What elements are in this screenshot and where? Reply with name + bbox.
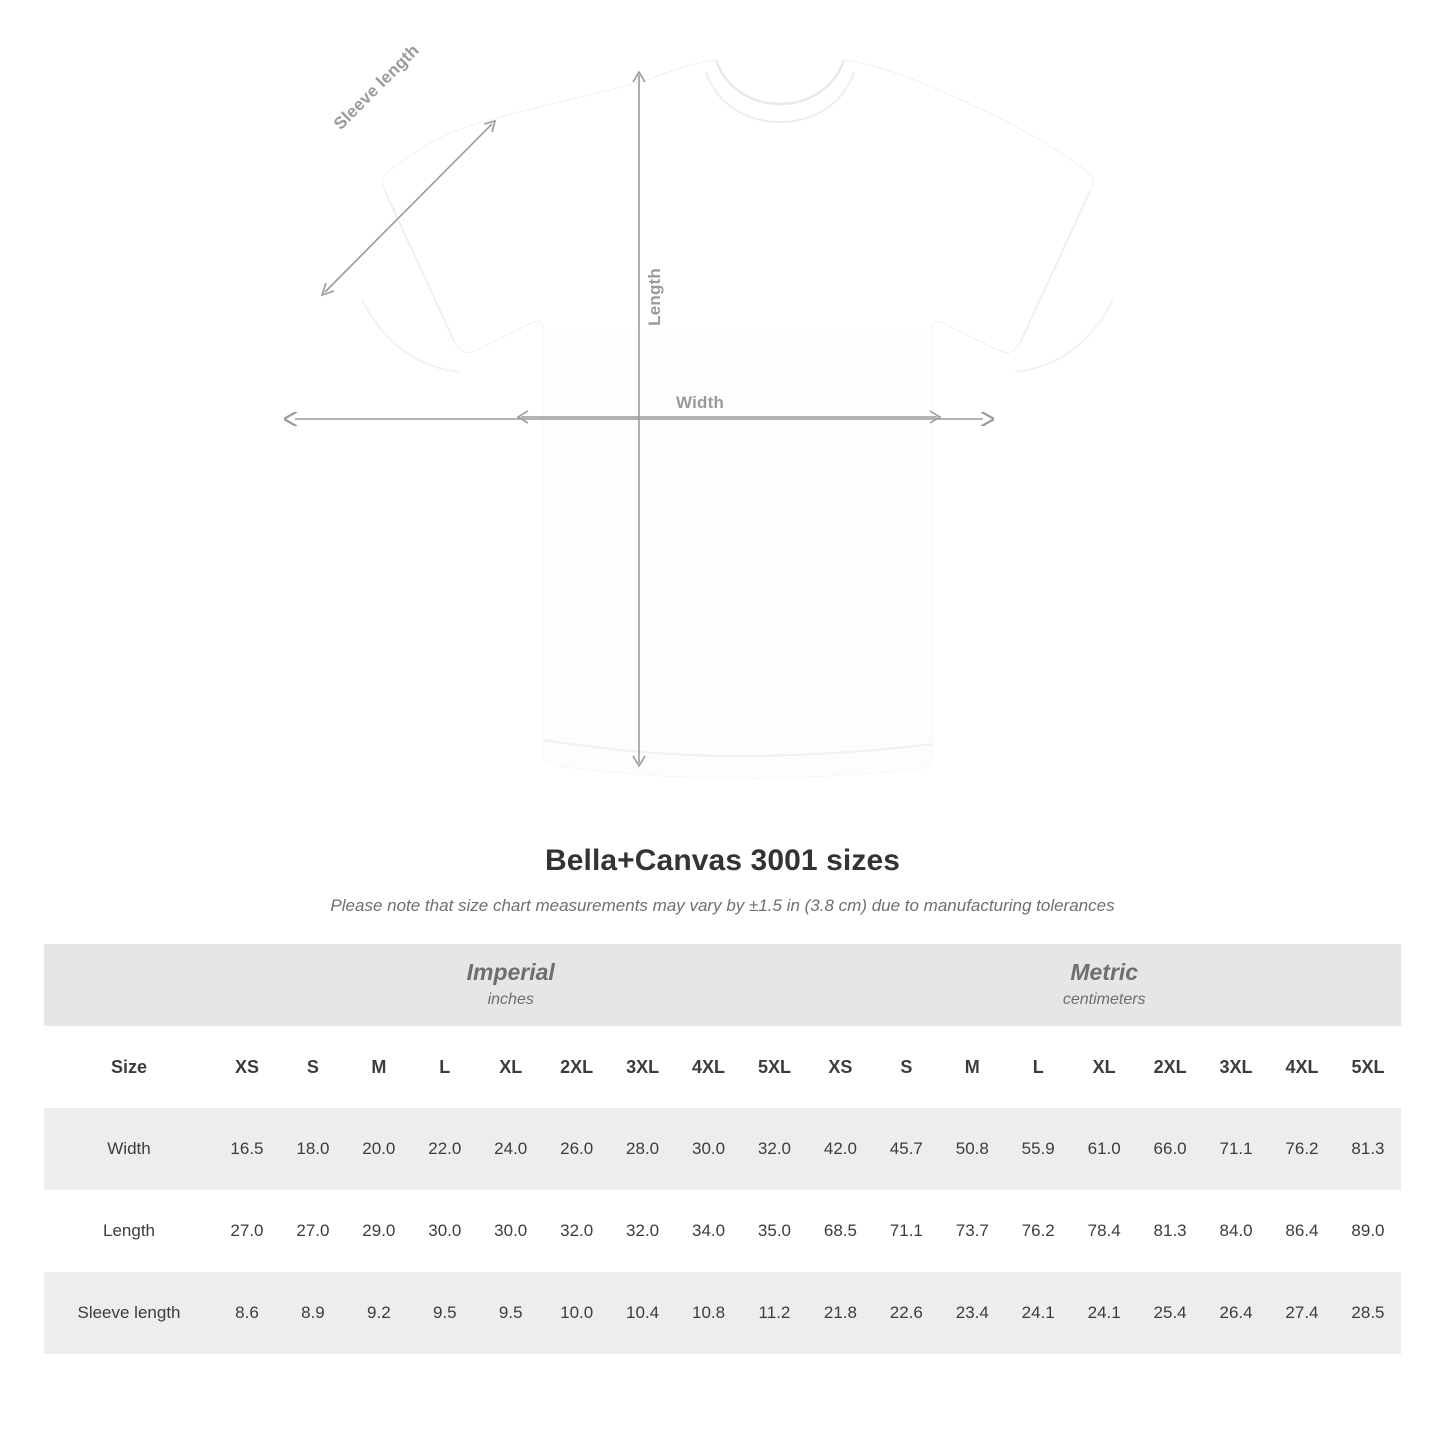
measurement-cell: 8.9 bbox=[280, 1272, 346, 1354]
measurement-cell: 30.0 bbox=[676, 1108, 742, 1190]
measurement-cell: 26.0 bbox=[544, 1108, 610, 1190]
measurement-cell: 86.4 bbox=[1269, 1190, 1335, 1272]
measurement-cell: 9.2 bbox=[346, 1272, 412, 1354]
measurement-cell: 68.5 bbox=[807, 1190, 873, 1272]
size-column-header: 4XL bbox=[1269, 1026, 1335, 1108]
size-column-header: XL bbox=[1071, 1026, 1137, 1108]
measurement-cell: 32.0 bbox=[544, 1190, 610, 1272]
measurement-row-label: Length bbox=[44, 1190, 214, 1272]
measurement-cell: 10.4 bbox=[610, 1272, 676, 1354]
measurement-cell: 84.0 bbox=[1203, 1190, 1269, 1272]
measurement-cell: 9.5 bbox=[412, 1272, 478, 1354]
measurement-cell: 27.4 bbox=[1269, 1272, 1335, 1354]
size-column-header: XL bbox=[478, 1026, 544, 1108]
measurement-cell: 81.3 bbox=[1335, 1108, 1401, 1190]
imperial-title: Imperial bbox=[466, 958, 555, 985]
measurement-cell: 42.0 bbox=[807, 1108, 873, 1190]
measurement-cell: 45.7 bbox=[873, 1108, 939, 1190]
size-column-header: 3XL bbox=[610, 1026, 676, 1108]
measurement-cell: 27.0 bbox=[280, 1190, 346, 1272]
table-row bbox=[44, 1272, 1401, 1354]
size-chart-table-wrap bbox=[44, 944, 1401, 1354]
width-label: Width bbox=[676, 393, 725, 412]
size-column-header: L bbox=[412, 1026, 478, 1108]
imperial-group-header bbox=[214, 944, 807, 1026]
measurement-cell: 34.0 bbox=[676, 1190, 742, 1272]
measurement-cell: 78.4 bbox=[1071, 1190, 1137, 1272]
metric-group-header bbox=[807, 944, 1401, 1026]
size-column-header: XS bbox=[214, 1026, 280, 1108]
measurement-cell: 27.0 bbox=[214, 1190, 280, 1272]
size-chart-table bbox=[44, 944, 1401, 1354]
size-column-header: L bbox=[1005, 1026, 1071, 1108]
measurement-cell: 22.6 bbox=[873, 1272, 939, 1354]
measurement-cell: 25.4 bbox=[1137, 1272, 1203, 1354]
measurement-cell: 30.0 bbox=[478, 1190, 544, 1272]
measurement-cell: 29.0 bbox=[346, 1190, 412, 1272]
measurement-cell: 24.1 bbox=[1071, 1272, 1137, 1354]
size-column-header: 2XL bbox=[1137, 1026, 1203, 1108]
size-column-header: 2XL bbox=[544, 1026, 610, 1108]
unit-header-spacer bbox=[44, 944, 214, 1026]
sleeve-length-label: Sleeve length bbox=[330, 40, 423, 134]
size-column-header: 3XL bbox=[1203, 1026, 1269, 1108]
measurement-cell: 89.0 bbox=[1335, 1190, 1401, 1272]
imperial-subtitle: inches bbox=[487, 990, 534, 1008]
metric-title: Metric bbox=[1070, 958, 1139, 985]
measurement-cell: 18.0 bbox=[280, 1108, 346, 1190]
measurement-row-label: Width bbox=[44, 1108, 214, 1190]
measurement-cell: 71.1 bbox=[1203, 1108, 1269, 1190]
measurement-cell: 32.0 bbox=[742, 1108, 808, 1190]
measurement-cell: 50.8 bbox=[939, 1108, 1005, 1190]
measurement-row-label: Sleeve length bbox=[44, 1272, 214, 1354]
size-column-header: M bbox=[346, 1026, 412, 1108]
measurement-cell: 32.0 bbox=[610, 1190, 676, 1272]
measurement-cell: 71.1 bbox=[873, 1190, 939, 1272]
table-row bbox=[44, 1108, 1401, 1190]
measurement-cell: 9.5 bbox=[478, 1272, 544, 1354]
measurement-cell: 8.6 bbox=[214, 1272, 280, 1354]
size-column-header: XS bbox=[807, 1026, 873, 1108]
measurement-cell: 26.4 bbox=[1203, 1272, 1269, 1354]
measurement-cell: 76.2 bbox=[1005, 1190, 1071, 1272]
tolerance-note: Please note that size chart measurements may vary by ±1.5 in (3.8 cm) due to manufacturing tolerances bbox=[330, 896, 1115, 915]
measurement-cell: 30.0 bbox=[412, 1190, 478, 1272]
measurement-cell: 81.3 bbox=[1137, 1190, 1203, 1272]
measurement-cell: 28.0 bbox=[610, 1108, 676, 1190]
measurement-cell: 10.0 bbox=[544, 1272, 610, 1354]
unit-header-row bbox=[44, 944, 1401, 1026]
length-label: Length bbox=[645, 268, 664, 326]
size-column-header: M bbox=[939, 1026, 1005, 1108]
size-row-label: Size bbox=[44, 1026, 214, 1108]
measurement-cell: 61.0 bbox=[1071, 1108, 1137, 1190]
page-title: Bella+Canvas 3001 sizes bbox=[544, 844, 901, 877]
metric-subtitle: centimeters bbox=[1062, 990, 1146, 1008]
measurement-cell: 22.0 bbox=[412, 1108, 478, 1190]
table-row bbox=[44, 1190, 1401, 1272]
measurement-cell: 11.2 bbox=[742, 1272, 808, 1354]
measurement-cell: 35.0 bbox=[742, 1190, 808, 1272]
measurement-cell: 28.5 bbox=[1335, 1272, 1401, 1354]
size-column-header: S bbox=[873, 1026, 939, 1108]
size-column-header: S bbox=[280, 1026, 346, 1108]
measurement-cell: 10.8 bbox=[676, 1272, 742, 1354]
size-column-header: 4XL bbox=[676, 1026, 742, 1108]
measurement-cell: 55.9 bbox=[1005, 1108, 1071, 1190]
measurement-cell: 24.0 bbox=[478, 1108, 544, 1190]
measurement-cell: 73.7 bbox=[939, 1190, 1005, 1272]
measurement-cell: 24.1 bbox=[1005, 1272, 1071, 1354]
measurement-cell: 16.5 bbox=[214, 1108, 280, 1190]
measurement-cell: 23.4 bbox=[939, 1272, 1005, 1354]
chart-headings bbox=[0, 844, 1445, 916]
measurement-cell: 20.0 bbox=[346, 1108, 412, 1190]
size-header-row bbox=[44, 1026, 1401, 1108]
size-column-header: 5XL bbox=[742, 1026, 808, 1108]
measurement-cell: 66.0 bbox=[1137, 1108, 1203, 1190]
size-column-header: 5XL bbox=[1335, 1026, 1401, 1108]
measurement-cell: 76.2 bbox=[1269, 1108, 1335, 1190]
measurement-cell: 21.8 bbox=[807, 1272, 873, 1354]
